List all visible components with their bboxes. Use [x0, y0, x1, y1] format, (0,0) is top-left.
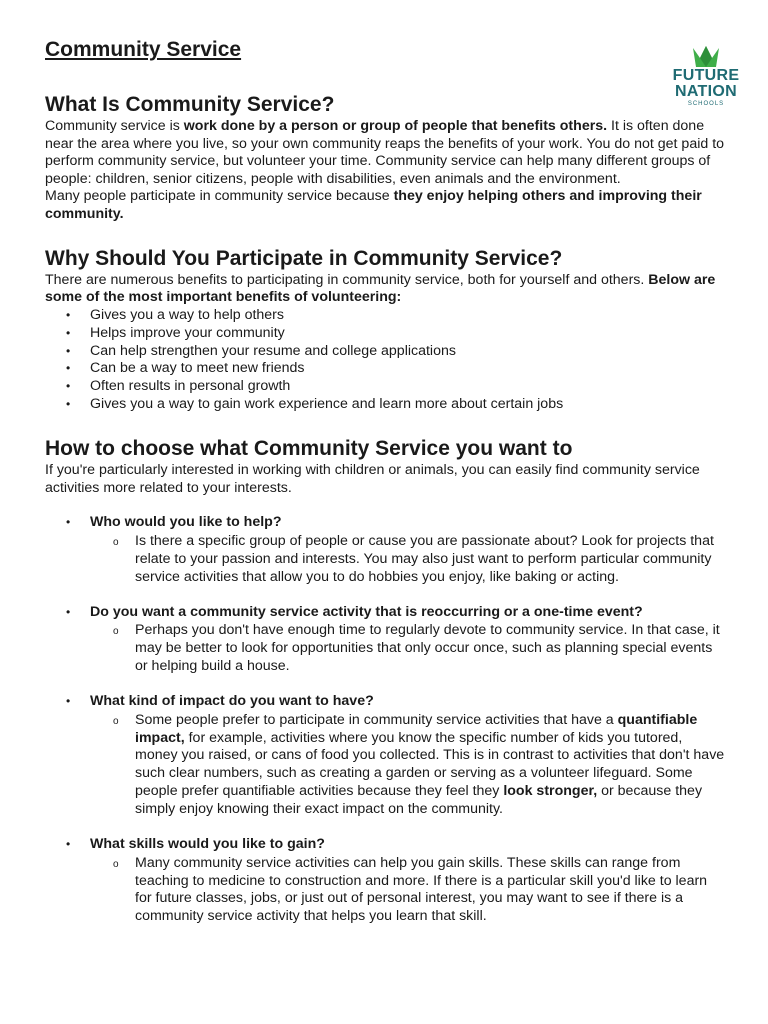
bold-text: they enjoy helping others and improving their community.: [45, 188, 702, 222]
bullet-icon: •: [66, 307, 71, 322]
list-item: [45, 396, 725, 414]
document-body: [45, 36, 725, 926]
question-block: [45, 693, 725, 819]
answer-text: Many community service activities can help you gain skills. These skills can range from teaching to medicine to construction and more. If there is a particular skill you'd like to learn for future classes, jobs, or just out of personal interest, you may want to see if there is a community service activity that helps you learn that skill.: [135, 854, 708, 925]
section-heading: What Is Community Service?: [45, 93, 335, 116]
bullet-icon: •: [66, 694, 71, 708]
question-answer: [45, 622, 725, 676]
question-heading: [45, 604, 725, 622]
bold-text: Below are some of the most important benefits of volunteering:: [45, 271, 716, 306]
text-span: It is often done near the area where you live, so your own community reaps the benefits of your work. You do not get paid to perform community service, but volunteer your time. Community service can help many different groups of people: children, senior citizens, people with disabilities, even animals and the environment.: [45, 118, 725, 187]
list-item: [45, 325, 725, 343]
list-item: [45, 360, 725, 378]
section-heading: How to choose what Community Service you want to: [45, 437, 573, 461]
list-item-text: Gives you a way to help others: [90, 306, 284, 323]
bullet-icon: •: [66, 604, 71, 619]
question-heading: [45, 693, 725, 711]
sub-bullet-icon: o: [113, 715, 119, 727]
bold-text: quantifiable impact,: [135, 711, 698, 746]
paragraph: [45, 188, 725, 223]
question-answer: [45, 855, 725, 927]
question-answer: [45, 533, 725, 587]
paragraph: [45, 272, 725, 307]
logo-line-2: NATION: [675, 83, 737, 100]
question-heading: [45, 514, 725, 532]
paragraph: If you're particularly interested in working with children or animals, you can easily find community service activities more related to your interests.: [45, 462, 700, 496]
section-how-to-choose: [45, 436, 725, 926]
bullet-icon: •: [66, 515, 71, 530]
logo-line-1: FUTURE: [672, 67, 740, 84]
text-span: There are numerous benefits to participating in community service, both for yourself and others.: [45, 271, 649, 288]
question-text: What skills would you like to gain?: [90, 836, 325, 853]
question-block: [45, 514, 725, 586]
question-text: What kind of impact do you want to have?: [90, 693, 374, 709]
text-span: Community service is: [45, 118, 184, 134]
bullet-icon: •: [66, 325, 71, 340]
answer-text: for example, activities where you know the specific number of kids you tutored, money you raised, or cans of food you collected. This is in contrast to activities that don't have such clear numbers, such as creating a garden or serving as a volunteer lifeguard. Some people prefer quantifiable activities because they feel they: [135, 729, 725, 800]
list-item: [45, 343, 725, 361]
bullet-icon: •: [66, 837, 71, 852]
paragraph: [45, 118, 725, 188]
question-text: Who would you like to help?: [90, 514, 282, 531]
bullet-icon: •: [66, 397, 71, 412]
list-item-text: Helps improve your community: [90, 324, 285, 341]
list-item-text: Can be a way to meet new friends: [90, 360, 305, 377]
bullet-icon: •: [66, 343, 71, 358]
bold-text: work done by a person or group of people that benefits others.: [183, 118, 608, 134]
sub-bullet-icon: o: [113, 858, 119, 870]
logo-line-3: SCHOOLS: [687, 101, 725, 107]
answer-text: or because they simply enjoy knowing their exact impact on the community.: [135, 783, 703, 818]
list-item-text: Can help strengthen your resume and college applications: [90, 342, 456, 359]
list-item: [45, 378, 725, 396]
document-title: Community Service: [45, 38, 242, 61]
question-answer: [45, 712, 725, 819]
answer-text: Is there a specific group of people or cause you are passionate about? Look for projects that relate to your passion and interests. You may also just want to perform particular community service activities that allow you to do hobbies you enjoy, like baking or acting.: [135, 532, 714, 585]
sub-bullet-icon: o: [113, 626, 119, 638]
answer-text: Perhaps you don't have enough time to regularly devote to community service. In that case, it may be better to look for opportunities that only occur once, such as planning special events or helping build a house.: [135, 622, 720, 675]
section-why: [45, 246, 725, 415]
list-item: [45, 307, 725, 325]
bullet-icon: •: [66, 361, 71, 376]
sub-bullet-icon: o: [113, 536, 119, 548]
bold-text: look stronger,: [503, 783, 598, 800]
text-span: Many people participate in community service because: [45, 188, 394, 205]
list-item-text: Gives you a way to gain work experience and learn more about certain jobs: [90, 396, 564, 413]
benefits-list: [45, 307, 725, 414]
question-block: [45, 604, 725, 676]
question-text: Do you want a community service activity that is reoccurring or a one-time event?: [90, 603, 643, 620]
bullet-icon: •: [66, 379, 71, 394]
question-heading: [45, 836, 725, 854]
section-what-is: [45, 92, 725, 224]
answer-text: Some people prefer to participate in community service activities that have a: [135, 711, 618, 728]
section-heading: Why Should You Participate in Community Service?: [45, 246, 563, 270]
question-block: [45, 836, 725, 926]
list-item-text: Often results in personal growth: [90, 378, 291, 395]
